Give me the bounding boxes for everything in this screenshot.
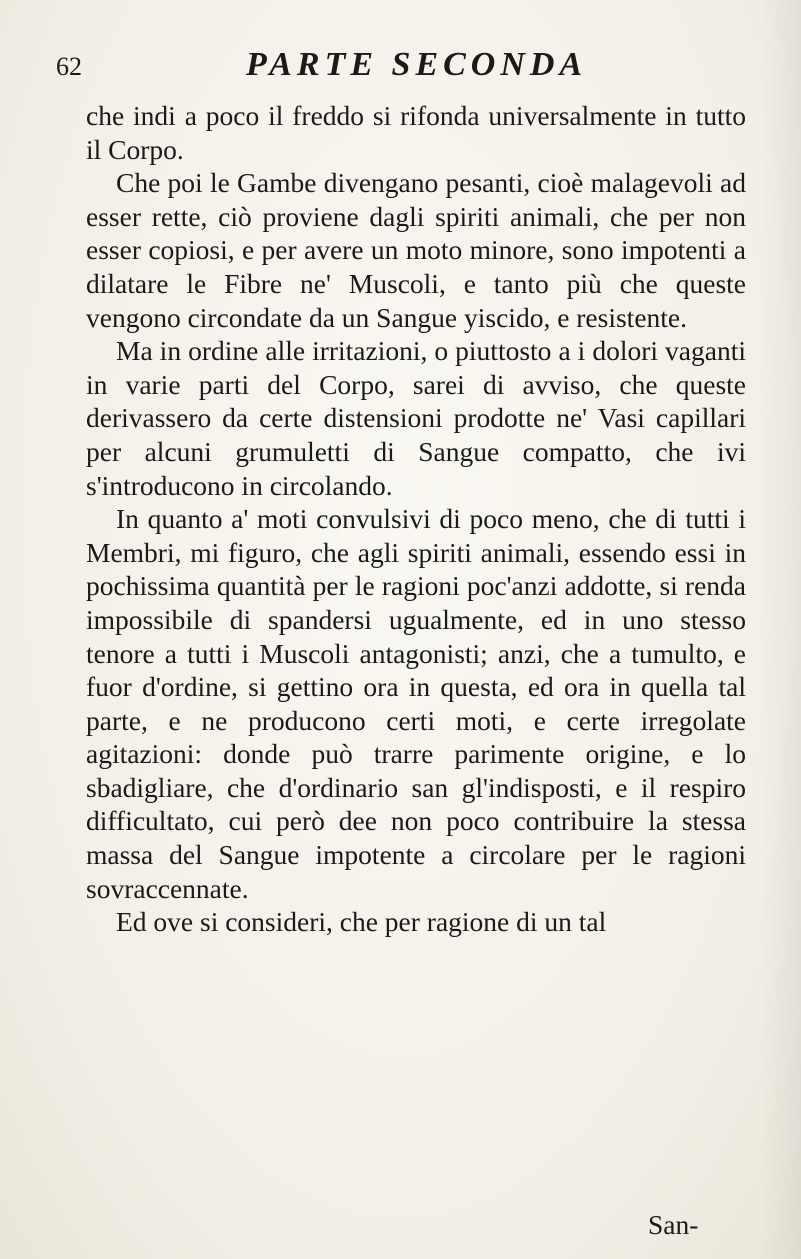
paragraph-irritazioni: Ma in ordine alle irritazioni, o piuttosto a i dolori vaganti in varie parti del Corpo, sarei di avviso, che queste derivassero da certe distensioni prodotte ne' Vasi capillari per alcuni grumuletti di Sangue compatto, che ivi s'introducono in circolando. — [86, 335, 746, 501]
page-edge-shadow — [761, 0, 801, 1259]
paragraph-continuation: che indi a poco il freddo si rifonda universalmente in tutto il Corpo. — [86, 100, 746, 165]
page-header — [56, 46, 696, 90]
paragraph-gambe: Che poi le Gambe divengano pesanti, cioè malagevoli ad esser rette, ciò proviene dagli spiriti animali, che per non esser copiosi, e per avere un moto minore, sono impotenti a dilatare le Fibre ne' Muscoli, e tanto più che queste vengono circondate da un Sangue yiscido, e resistente. — [86, 167, 746, 333]
body-text — [86, 99, 746, 939]
running-head: PARTE SECONDA — [246, 46, 588, 83]
paragraph-final: Ed ove si consideri, che per ragione di un tal — [116, 906, 607, 938]
catchword: San- — [648, 1209, 699, 1240]
paragraph-moti-convulsivi: In quanto a' moti convulsivi di poco meno, che di tutti i Membri, mi figuro, che agli spiriti animali, essendo essi in pochissima quantità per le ragioni poc'anzi addotte, si renda impossibile di spandersi ugualmente, ed in uno stesso tenore a tutti i Muscoli antagonisti; anzi, che a tumulto, e fuor d'ordine, si gettino ora in questa, ed ora in quella tal parte, e ne producono certi moti, e certe irregolate agitazioni: donde può trarre parimente origine, e lo sbadigliare, che d'ordinario san gl'indisposti, e il respiro difficultato, cui però dee non poco contribuire la stessa massa del Sangue impotente a circolare per le ragioni sovraccennate. — [86, 503, 746, 904]
page-number: 62 — [56, 52, 82, 81]
